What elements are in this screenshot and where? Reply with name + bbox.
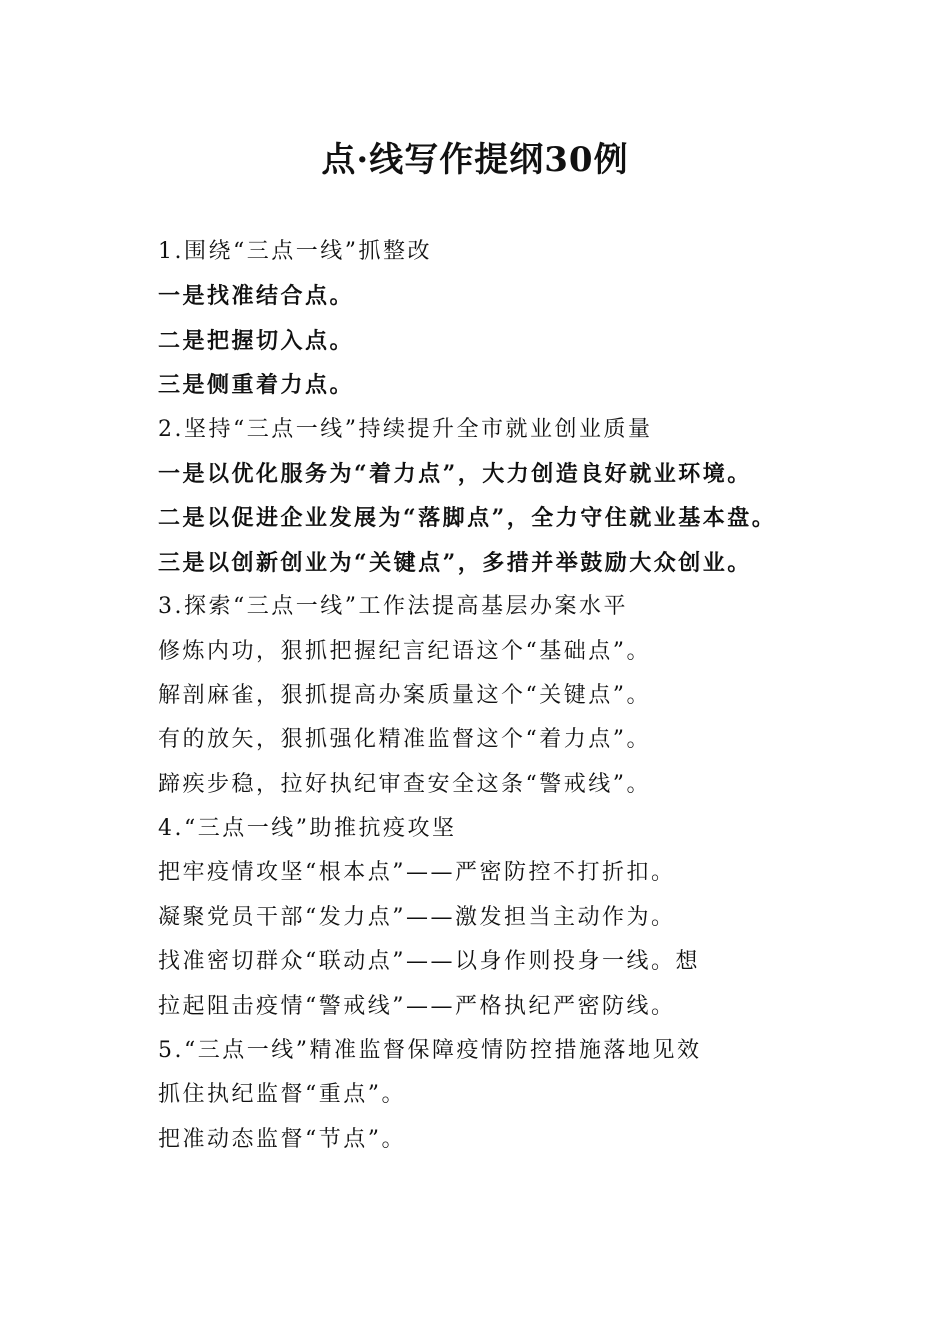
document-line: 4.“三点一线”助推抗疫攻坚 bbox=[158, 816, 457, 842]
document-title: 点·线写作提纲30例 bbox=[321, 140, 629, 180]
document-line: 凝聚党员干部“发力点”——激发担当主动作为。 bbox=[158, 904, 676, 930]
document-line: 三是以创新创业为“关键点”，多措并举鼓励大众创业。 bbox=[158, 549, 752, 576]
document-line: 一是以优化服务为“着力点”，大力创造良好就业环境。 bbox=[158, 460, 752, 487]
document-line: 抓住执纪监督“重点”。 bbox=[158, 1082, 406, 1108]
document-line: 一是找准结合点。 bbox=[158, 283, 355, 310]
document-line: 把准动态监督“节点”。 bbox=[158, 1126, 406, 1152]
document-line: 5.“三点一线”精准监督保障疫情防控措施落地见效 bbox=[158, 1038, 702, 1064]
document-line: 拉起阻击疫情“警戒线”——严格执纪严密防线。 bbox=[158, 993, 676, 1019]
document-line: 三是侧重着力点。 bbox=[158, 372, 355, 399]
document-line: 二是以促进企业发展为“落脚点”，全力守住就业基本盘。 bbox=[158, 505, 777, 532]
document-line: 二是把握切入点。 bbox=[158, 327, 355, 354]
document-line: 3.探索“三点一线”工作法提高基层办案水平 bbox=[158, 594, 628, 620]
document-body bbox=[158, 230, 878, 1162]
document-line: 2.坚持“三点一线”持续提升全市就业创业质量 bbox=[158, 416, 653, 442]
document-line: 1.围绕“三点一线”抓整改 bbox=[158, 239, 432, 264]
document-line: 修炼内功，狠抓把握纪言纪语这个“基础点”。 bbox=[158, 638, 651, 664]
document-line: 解剖麻雀，狠抓提高办案质量这个“关键点”。 bbox=[158, 682, 651, 708]
document-line: 把牢疫情攻坚“根本点”——严密防控不打折扣。 bbox=[158, 860, 676, 886]
document-line: 蹄疾步稳，拉好执纪审查安全这条“警戒线”。 bbox=[158, 771, 651, 797]
document-line: 有的放矢，狠抓强化精准监督这个“着力点”。 bbox=[158, 727, 651, 753]
document-line: 找准密切群众“联动点”——以身作则投身一线。想 bbox=[158, 949, 700, 975]
